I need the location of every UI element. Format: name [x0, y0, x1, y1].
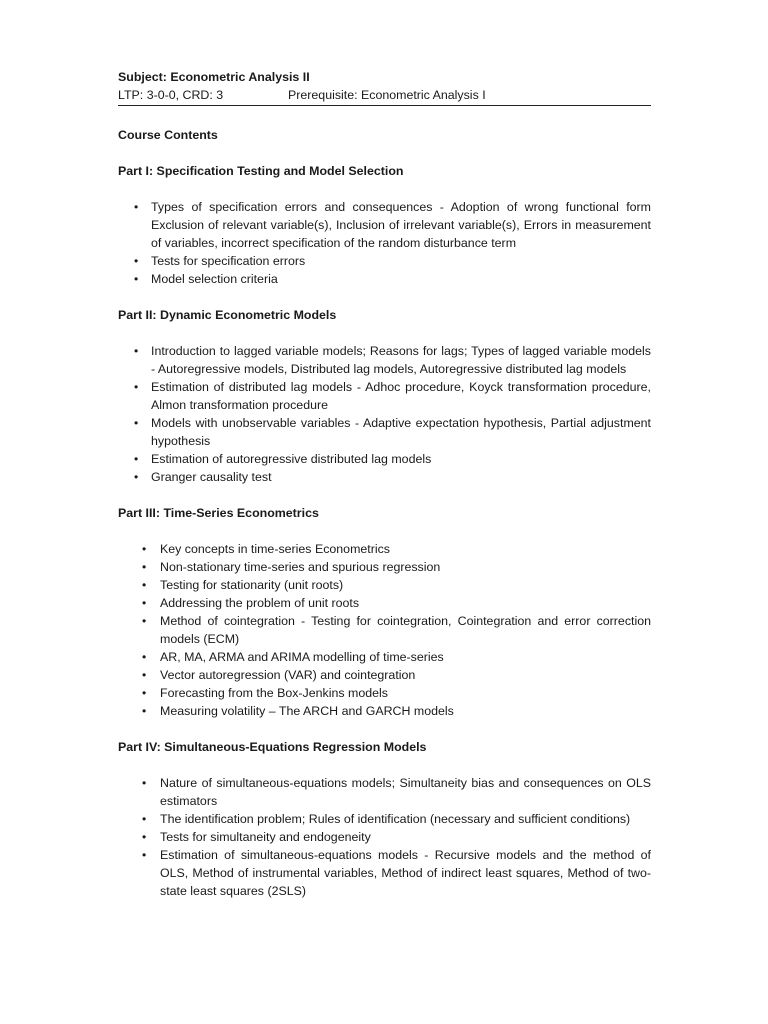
list-item: [118, 270, 651, 288]
bullet-icon: •: [142, 650, 147, 664]
list-item: [118, 468, 651, 486]
list-item: [118, 684, 651, 702]
list-item-text: Introduction to lagged variable models; Reasons for lags; Types of lagged variable models - Autoregressive models, Distributed lag models, Autoregressive distributed lag models: [151, 344, 651, 376]
subject-title: Subject: Econometric Analysis II: [118, 70, 310, 84]
list-item-text: Model selection criteria: [151, 272, 278, 286]
bullet-icon: •: [142, 542, 147, 556]
list-item-text: Models with unobservable variables - Adaptive expectation hypothesis, Partial adjustment hypothesis: [151, 416, 651, 448]
course-meta-line: [118, 86, 651, 104]
bullet-icon: •: [142, 776, 147, 790]
list-item-text: Types of specification errors and consequences - Adoption of wrong functional form Exclusion of relevant variable(s), Inclusion of irrelevant variable(s), Errors in measurement of variables, incorrect specification of the random disturbance term: [151, 200, 651, 250]
list-item: [118, 828, 651, 846]
ltp-credits: LTP: 3-0-0, CRD: 3: [118, 88, 224, 102]
bullet-icon: •: [134, 416, 139, 430]
bullet-icon: •: [142, 812, 147, 826]
list-item: [118, 594, 651, 612]
bullet-icon: •: [142, 830, 147, 844]
part-1: [118, 162, 651, 288]
list-item-text: Nature of simultaneous-equations models; Simultaneity bias and consequences on OLS estimators: [160, 776, 651, 808]
list-item: [118, 378, 651, 414]
list-item: [118, 198, 651, 252]
list-item: [118, 450, 651, 468]
list-item: [118, 252, 651, 270]
list-item-text: Measuring volatility – The ARCH and GARCH models: [160, 704, 454, 718]
part-2: [118, 306, 651, 486]
list-item: [118, 342, 651, 378]
list-item: [118, 774, 651, 810]
bullet-icon: •: [142, 686, 147, 700]
part-3-heading: Part III: Time-Series Econometrics: [118, 506, 319, 520]
bullet-icon: •: [134, 272, 139, 286]
bullet-icon: •: [134, 452, 139, 466]
course-contents-heading: Course Contents: [118, 128, 218, 142]
bullet-icon: •: [134, 254, 139, 268]
bullet-icon: •: [134, 344, 139, 358]
part-2-heading: Part II: Dynamic Econometric Models: [118, 308, 337, 322]
header-divider: [118, 105, 651, 106]
list-item-text: Tests for simultaneity and endogeneity: [160, 830, 371, 844]
part-4-heading: Part IV: Simultaneous-Equations Regression Models: [118, 740, 427, 754]
list-item: [118, 558, 651, 576]
list-item: [118, 846, 651, 900]
list-item: [118, 414, 651, 450]
part-2-list: [118, 342, 651, 486]
list-item-text: Key concepts in time-series Econometrics: [160, 542, 391, 556]
bullet-icon: •: [142, 614, 147, 628]
list-item-text: Vector autoregression (VAR) and cointegration: [160, 668, 416, 682]
list-item-text: Estimation of autoregressive distributed lag models: [151, 452, 432, 466]
list-item-text: Estimation of simultaneous-equations models - Recursive models and the method of OLS, Method of instrumental variables, Method of indirect least squares, Method of two-state least squares (2SLS): [160, 848, 651, 898]
bullet-icon: •: [142, 578, 147, 592]
list-item-text: Tests for specification errors: [151, 254, 306, 268]
bullet-icon: •: [134, 200, 139, 214]
bullet-icon: •: [134, 470, 139, 484]
part-3-list: [118, 540, 651, 720]
list-item: [118, 540, 651, 558]
list-item: [118, 702, 651, 720]
part-4: [118, 738, 651, 900]
bullet-icon: •: [142, 704, 147, 718]
part-1-list: [118, 198, 651, 288]
list-item-text: Addressing the problem of unit roots: [160, 596, 360, 610]
bullet-icon: •: [142, 848, 147, 862]
list-item-text: Granger causality test: [151, 470, 272, 484]
bullet-icon: •: [142, 668, 147, 682]
list-item-text: Method of cointegration - Testing for cointegration, Cointegration and error correction models (ECM): [160, 614, 651, 646]
bullet-icon: •: [142, 596, 147, 610]
list-item: [118, 810, 651, 828]
list-item: [118, 576, 651, 594]
bullet-icon: •: [142, 560, 147, 574]
syllabus-page: [118, 68, 651, 918]
bullet-icon: •: [134, 380, 139, 394]
part-3: [118, 504, 651, 720]
list-item-text: The identification problem; Rules of identification (necessary and sufficient conditions): [160, 812, 631, 826]
part-1-heading: Part I: Specification Testing and Model Selection: [118, 164, 404, 178]
list-item-text: Estimation of distributed lag models - Adhoc procedure, Koyck transformation procedure, Almon transformation procedure: [151, 380, 651, 412]
part-4-list: [118, 774, 651, 900]
list-item-text: Non-stationary time-series and spurious regression: [160, 560, 441, 574]
list-item: [118, 666, 651, 684]
list-item-text: Testing for stationarity (unit roots): [160, 578, 344, 592]
list-item-text: AR, MA, ARMA and ARIMA modelling of time-series: [160, 650, 444, 664]
list-item-text: Forecasting from the Box-Jenkins models: [160, 686, 388, 700]
prerequisite: Prerequisite: Econometric Analysis I: [288, 88, 486, 102]
list-item: [118, 612, 651, 648]
list-item: [118, 648, 651, 666]
